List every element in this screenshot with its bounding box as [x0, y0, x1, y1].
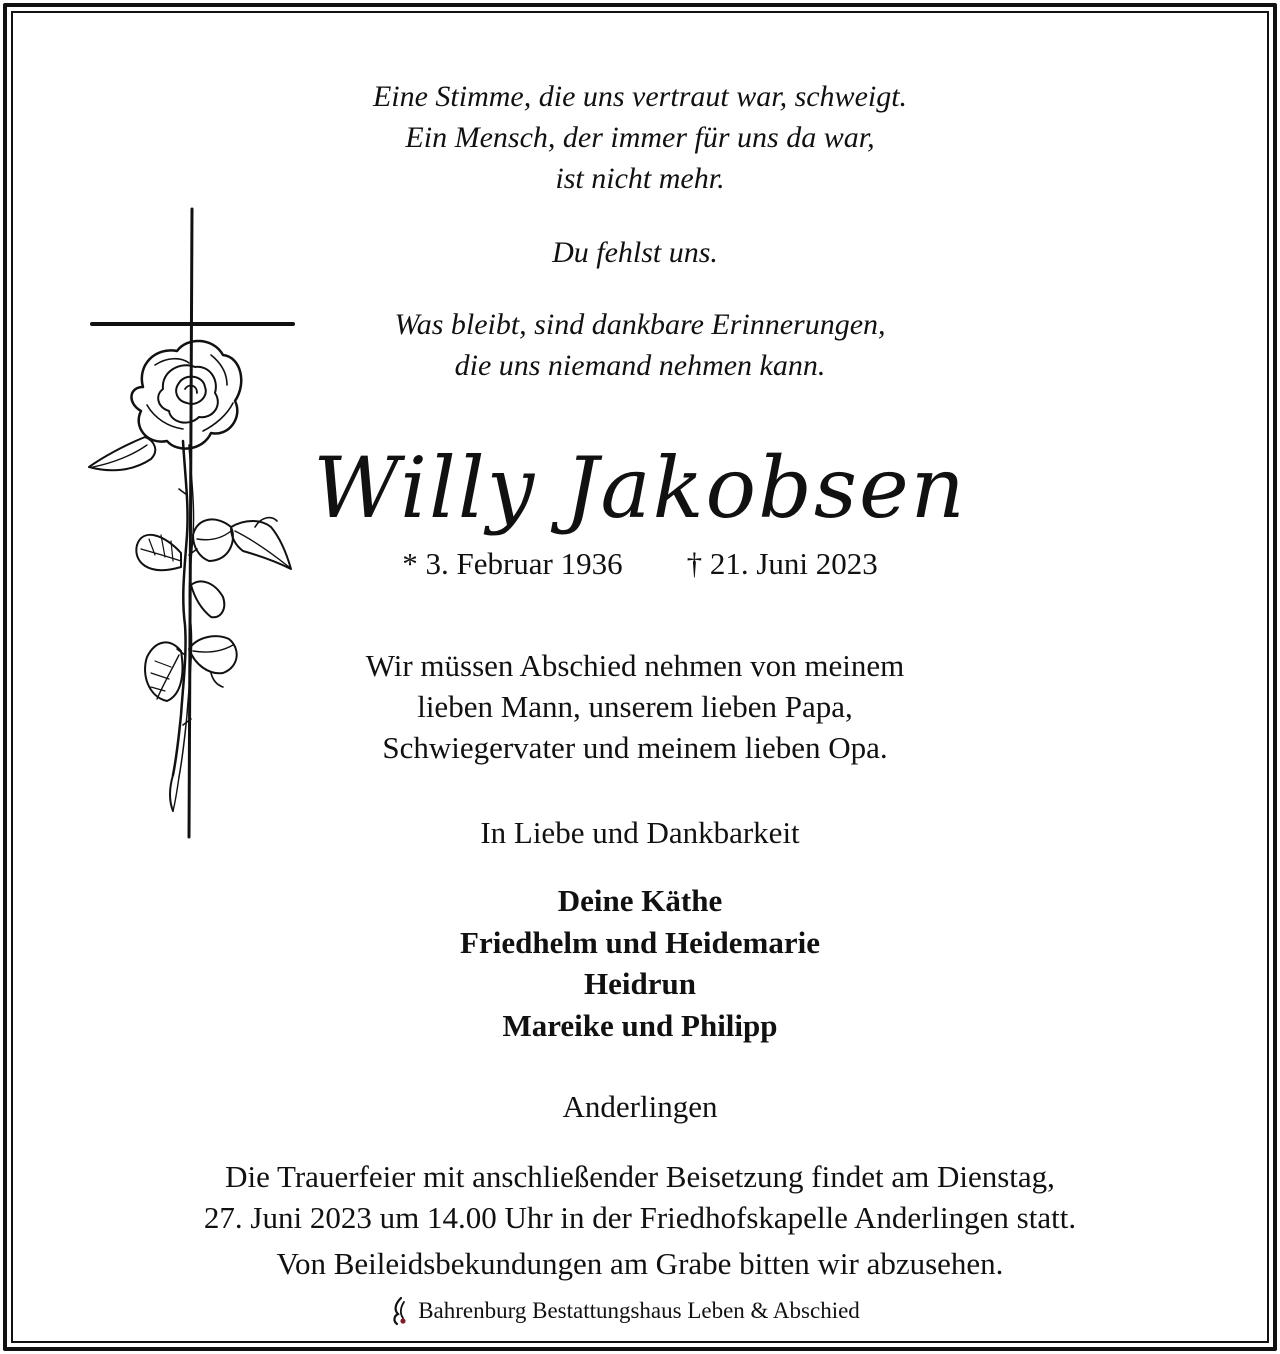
birth-date: * 3. Februar 1936 [402, 546, 623, 581]
family-member: Mareike und Philipp [502, 1007, 778, 1043]
farewell-line: Schwiegervater und meinem lieben Opa. [382, 730, 888, 765]
verse-line: die uns niemand nehmen kann. [454, 349, 826, 382]
verse-line: Du fehlst uns. [552, 236, 718, 269]
service-line: 27. Juni 2023 um 14.00 Uhr in der Friedhofskapelle Anderlingen statt. [203, 1200, 1077, 1235]
verse-line: Was bleibt, sind dankbare Erinnerungen, [394, 308, 886, 341]
deceased-name: Willy Jakobsen [313, 439, 967, 537]
verse-line: Eine Stimme, die uns vertraut war, schweigt. [372, 80, 908, 113]
family-member: Deine Käthe [557, 883, 723, 918]
place-name: Anderlingen [562, 1089, 718, 1124]
family-member: Friedhelm und Heidemarie [460, 924, 820, 960]
service-line: Von Beileidsbekundungen am Grabe bitten wir abzusehen. [276, 1246, 1004, 1281]
thanks-line: In Liebe und Dankbarkeit [480, 815, 800, 850]
service-info [0, 1156, 1280, 1284]
farewell-line: Wir müssen Abschied nehmen von meinem [365, 648, 905, 683]
service-line: Die Trauerfeier mit anschließender Beisetzung findet am Dienstag, [225, 1159, 1055, 1194]
verse-stanza-3 [0, 304, 1280, 386]
life-dates [0, 543, 1280, 584]
farewell-text [0, 645, 1270, 768]
death-date: † 21. Juni 2023 [686, 546, 878, 581]
footer [0, 1296, 1250, 1326]
verse-stanza-2 [0, 232, 1270, 273]
farewell-line: lieben Mann, unserem lieben Papa, [417, 689, 853, 724]
verse-line: ist nicht mehr. [555, 162, 725, 195]
funeral-home-name: Bahrenburg Bestattungshaus Leben & Abschied [418, 1298, 860, 1323]
family-member: Heidrun [584, 966, 696, 1001]
verse-line: Ein Mensch, der immer für uns da war, [405, 121, 875, 154]
family-list [0, 880, 1280, 1046]
verse-stanza-1 [0, 76, 1280, 199]
bahrenburg-logo-icon [390, 1296, 410, 1326]
